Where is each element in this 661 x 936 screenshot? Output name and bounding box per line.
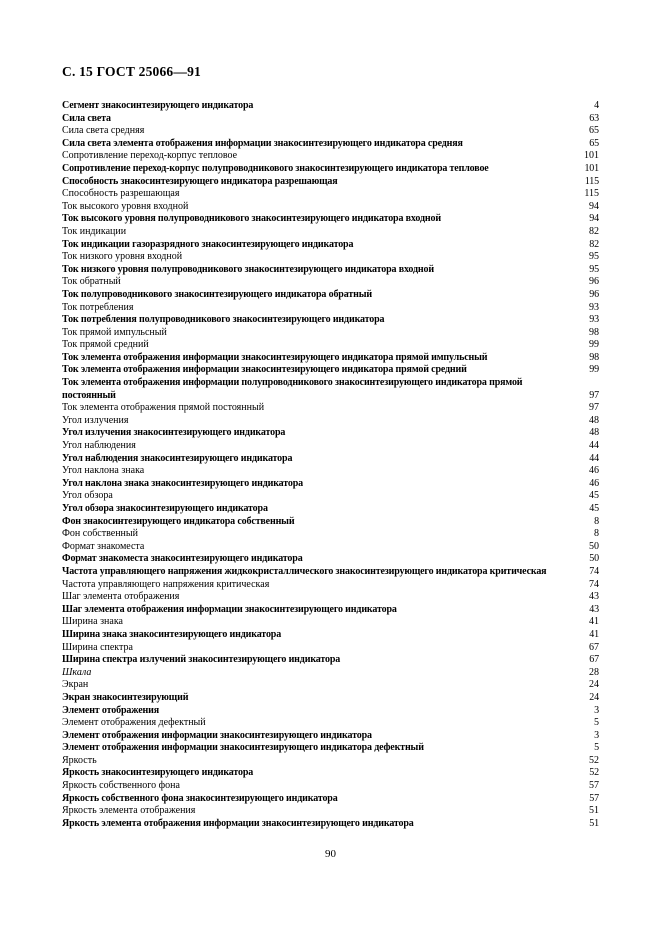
index-entry xyxy=(62,264,599,277)
index-term: Ширина спектра xyxy=(62,641,133,653)
index-term: Ток высокого уровня полупроводникового знакосинтезирующего индикатора входной xyxy=(62,213,441,225)
index-entry xyxy=(62,767,599,780)
index-term: Яркость xyxy=(62,754,97,766)
index-entry xyxy=(62,793,599,806)
index-page-ref: 43 xyxy=(589,591,599,603)
index-entry xyxy=(62,100,599,113)
index-term: Ток потребления полупроводникового знакосинтезирующего индикатора xyxy=(62,314,385,326)
index-page-ref: 45 xyxy=(589,503,599,514)
index-entry xyxy=(62,176,599,189)
index-page-ref: 65 xyxy=(589,137,599,149)
index-term: Фон знакосинтезирующего индикатора собственный xyxy=(62,515,295,527)
index-term: Ток низкого уровня входной xyxy=(62,251,183,263)
index-page-ref: 101 xyxy=(584,162,599,174)
index-term: Шаг элемента отображения xyxy=(62,591,180,603)
index-page-ref: 99 xyxy=(589,339,599,351)
index-page-ref: 99 xyxy=(589,364,599,376)
index-entry xyxy=(62,717,599,730)
index-page-ref: 50 xyxy=(589,553,599,565)
index-term: Угол наклона знака знакосинтезирующего индикатора xyxy=(62,477,304,489)
index-page-ref: 74 xyxy=(589,578,599,590)
index-entry xyxy=(62,125,599,138)
index-term: Формат знакоместа xyxy=(62,540,145,552)
index-entry xyxy=(62,427,599,440)
index-page-ref: 65 xyxy=(589,125,599,137)
index-page-ref: 8 xyxy=(594,515,599,527)
index-page-ref: 82 xyxy=(589,225,599,237)
index-term: Сегмент знакосинтезирующего индикатора xyxy=(62,100,254,111)
index-term: Яркость элемента отображения xyxy=(62,805,196,817)
index-term: Шкала xyxy=(62,666,92,678)
index-term: Экран xyxy=(62,679,89,691)
index-page-ref: 95 xyxy=(589,251,599,263)
page-header: С. 15 ГОСТ 25066—91 xyxy=(62,64,201,79)
index-entry xyxy=(62,818,599,831)
index-page-ref: 51 xyxy=(589,817,599,829)
index-entry xyxy=(62,289,599,302)
index-entry xyxy=(62,327,599,340)
index-entry xyxy=(62,654,599,667)
index-entry xyxy=(62,730,599,743)
index-term: Формат знакоместа знакосинтезирующего индикатора xyxy=(62,553,303,565)
index-term: Сила света xyxy=(62,112,111,124)
index-page-ref: 41 xyxy=(589,628,599,640)
index-entry xyxy=(62,755,599,768)
index-term: Ток потребления xyxy=(62,301,134,313)
index-entry xyxy=(62,553,599,566)
index-entry xyxy=(62,780,599,793)
index-term: Экран знакосинтезирующий xyxy=(62,691,189,703)
index-entry xyxy=(62,667,599,680)
index-entry xyxy=(62,679,599,692)
index-page-ref: 3 xyxy=(594,704,599,716)
index-entry xyxy=(62,478,599,491)
index-page-ref: 24 xyxy=(589,679,599,691)
index-term: Сила света элемента отображения информации знакосинтезирующего индикатора средняя xyxy=(62,137,463,149)
index-entry xyxy=(62,591,599,604)
index-page-ref: 43 xyxy=(589,603,599,615)
index-page-ref: 46 xyxy=(589,477,599,489)
index-term: Сила света средняя xyxy=(62,125,145,137)
index-term: Ток элемента отображения информации полупроводникового знакосинтезирующего индикатора прямой постоянный xyxy=(62,377,523,401)
index-entry xyxy=(62,490,599,503)
index-term: Яркость собственного фона знакосинтезирующего индикатора xyxy=(62,792,338,804)
index-entry xyxy=(62,138,599,151)
index-term: Элемент отображения xyxy=(62,704,159,716)
index-term: Ток полупроводникового знакосинтезирующего индикатора обратный xyxy=(62,288,372,300)
index-entry xyxy=(62,226,599,239)
index-page-ref: 74 xyxy=(589,565,599,577)
index-page-ref: 44 xyxy=(589,440,599,452)
index-term: Яркость элемента отображения информации знакосинтезирующего индикатора xyxy=(62,817,414,829)
index-term: Элемент отображения информации знакосинтезирующего индикатора xyxy=(62,729,372,741)
index-term: Угол излучения знакосинтезирующего индикатора xyxy=(62,427,286,439)
index-page-ref: 94 xyxy=(589,200,599,212)
index-page-ref: 67 xyxy=(589,641,599,653)
index-entry xyxy=(62,604,599,617)
index-entry xyxy=(62,352,599,365)
index-entry xyxy=(62,364,599,377)
index-page-ref: 51 xyxy=(589,805,599,817)
index-term: Яркость знакосинтезирующего индикатора xyxy=(62,767,254,779)
index-term: Ширина спектра излучений знакосинтезирующего индикатора xyxy=(62,654,341,666)
index-term: Угол наклона знака xyxy=(62,465,145,477)
index-page-ref: 44 xyxy=(589,452,599,464)
index-page-ref: 57 xyxy=(589,780,599,792)
index-page-ref: 94 xyxy=(589,213,599,225)
index-term: Ток прямой импульсный xyxy=(62,326,167,338)
index-page-ref: 98 xyxy=(589,351,599,363)
index-term: Ток прямой средний xyxy=(62,339,149,351)
index-page-ref: 48 xyxy=(589,414,599,426)
index-page-ref: 115 xyxy=(584,175,599,187)
index-term: Сопротивление переход-корпус тепловое xyxy=(62,150,238,162)
index-entry xyxy=(62,251,599,264)
index-page-ref: 41 xyxy=(589,616,599,628)
index-page-ref: 52 xyxy=(589,754,599,766)
index-page-ref: 8 xyxy=(594,528,599,540)
index-term: Ток элемента отображения прямой постоянный xyxy=(62,402,265,414)
index-entry xyxy=(62,616,599,629)
index-page-ref: 48 xyxy=(589,427,599,439)
index-page-ref: 96 xyxy=(589,276,599,288)
index-term: Ток обратный xyxy=(62,276,121,288)
index-entry xyxy=(62,692,599,705)
index-entry xyxy=(62,339,599,352)
index-entry xyxy=(62,113,599,126)
index-page-ref: 57 xyxy=(589,792,599,804)
index-entry xyxy=(62,503,599,516)
index-page-ref: 3 xyxy=(594,729,599,741)
index-entry xyxy=(62,377,599,402)
term-index-list xyxy=(62,100,599,830)
index-page-ref: 96 xyxy=(589,288,599,300)
index-page-ref: 5 xyxy=(594,717,599,729)
index-term: Способность знакосинтезирующего индикатора разрешающая xyxy=(62,175,338,187)
index-entry xyxy=(62,528,599,541)
index-entry xyxy=(62,415,599,428)
index-page-ref: 97 xyxy=(589,389,599,401)
index-entry xyxy=(62,402,599,415)
index-entry xyxy=(62,453,599,466)
index-page-ref: 46 xyxy=(589,465,599,477)
index-page-ref: 50 xyxy=(589,540,599,552)
index-page-ref: 52 xyxy=(589,767,599,779)
index-entry xyxy=(62,566,599,579)
index-page-ref: 93 xyxy=(589,301,599,313)
index-term: Фон собственный xyxy=(62,528,138,540)
index-page-ref: 28 xyxy=(589,666,599,678)
index-entry xyxy=(62,188,599,201)
index-page-ref: 63 xyxy=(589,112,599,124)
index-term: Угол обзора знакосинтезирующего индикатора xyxy=(62,503,268,514)
index-page-ref: 97 xyxy=(589,402,599,414)
index-entry xyxy=(62,201,599,214)
index-term: Ширина знака знакосинтезирующего индикатора xyxy=(62,628,282,640)
index-page-ref: 24 xyxy=(589,691,599,703)
index-term: Ток индикации газоразрядного знакосинтезирующего индикатора xyxy=(62,238,354,250)
index-term: Частота управляющего напряжения жидкокристаллического знакосинтезирующего индикатора критическая xyxy=(62,565,547,577)
index-page-ref: 82 xyxy=(589,238,599,250)
page-number: 90 xyxy=(325,848,336,860)
index-entry xyxy=(62,314,599,327)
index-page-ref: 45 xyxy=(589,490,599,502)
index-term: Ток высокого уровня входной xyxy=(62,200,189,212)
index-term: Частота управляющего напряжения критическая xyxy=(62,578,270,590)
index-page-ref: 115 xyxy=(584,188,599,200)
index-entry xyxy=(62,276,599,289)
index-entry xyxy=(62,742,599,755)
index-entry xyxy=(62,541,599,554)
index-term: Угол наблюдения xyxy=(62,440,136,452)
index-entry xyxy=(62,805,599,818)
index-entry xyxy=(62,516,599,529)
index-entry xyxy=(62,642,599,655)
index-term: Яркость собственного фона xyxy=(62,780,180,792)
index-term: Ток элемента отображения информации знакосинтезирующего индикатора прямой средний xyxy=(62,364,467,376)
index-page-ref: 101 xyxy=(584,150,599,162)
index-entry xyxy=(62,465,599,478)
index-entry xyxy=(62,629,599,642)
index-entry xyxy=(62,150,599,163)
index-entry xyxy=(62,302,599,315)
index-term: Ток индикации xyxy=(62,225,127,237)
index-term: Ширина знака xyxy=(62,616,123,628)
index-page-ref: 4 xyxy=(594,100,599,111)
index-page-ref: 93 xyxy=(589,314,599,326)
index-term: Сопротивление переход-корпус полупроводникового знакосинтезирующего индикатора тепловое xyxy=(62,162,489,174)
index-term: Угол наблюдения знакосинтезирующего индикатора xyxy=(62,452,293,464)
index-entry xyxy=(62,440,599,453)
index-term: Элемент отображения информации знакосинтезирующего индикатора дефектный xyxy=(62,742,424,754)
index-entry xyxy=(62,705,599,718)
index-term: Ток элемента отображения информации знакосинтезирующего индикатора прямой импульсный xyxy=(62,351,488,363)
index-entry xyxy=(62,163,599,176)
index-entry xyxy=(62,239,599,252)
index-term: Элемент отображения дефектный xyxy=(62,717,206,729)
index-page-ref: 67 xyxy=(589,654,599,666)
index-term: Шаг элемента отображения информации знакосинтезирующего индикатора xyxy=(62,603,397,615)
index-term: Способность разрешающая xyxy=(62,188,180,200)
index-entry xyxy=(62,579,599,592)
index-term: Угол обзора xyxy=(62,490,113,502)
index-term: Ток низкого уровня полупроводникового знакосинтезирующего индикатора входной xyxy=(62,263,434,275)
index-page-ref: 5 xyxy=(594,742,599,754)
index-entry xyxy=(62,213,599,226)
index-page-ref: 95 xyxy=(589,263,599,275)
index-page-ref: 98 xyxy=(589,326,599,338)
index-term: Угол излучения xyxy=(62,414,129,426)
